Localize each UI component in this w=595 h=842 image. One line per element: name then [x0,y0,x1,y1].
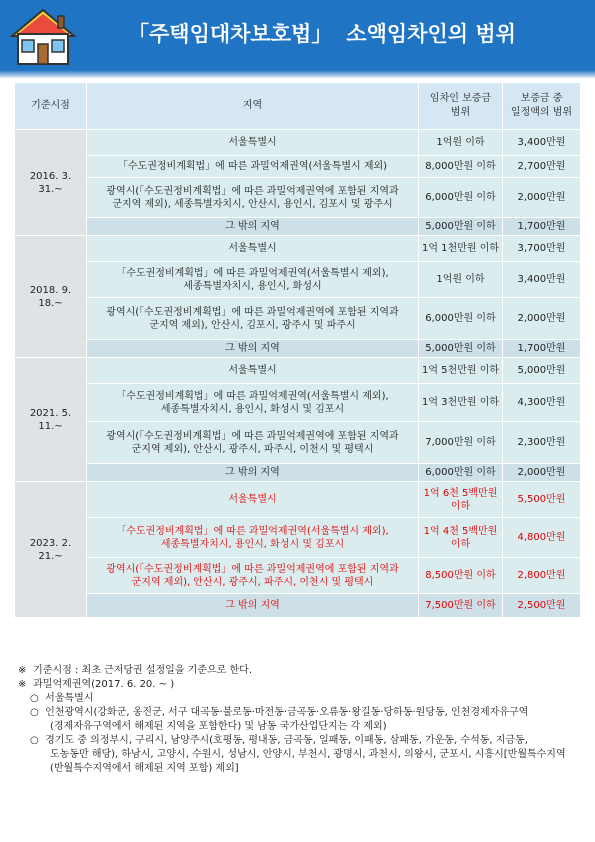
table-row [15,130,581,156]
note-text: 기준시점 : 최초 근저당권 설정일을 기준으로 한다. [30,665,252,676]
region-cell: 서울특별시 [87,130,419,156]
region-cell: 그 밖의 지역 [87,594,419,618]
deposit-cell: 1억원 이하 [419,262,503,298]
region-cell: 「수도권정비계획법」에 따른 과밀억제권역(서울특별시 제외), 세종특별자치시, 용인시, 화성시 및 김포시 [87,384,419,422]
note-line [18,734,583,748]
header-deposit: 임차인 보증금 범위 [419,83,503,130]
amount-cell: 2,800만원 [503,558,581,594]
table-row [15,262,581,298]
amount-cell: 3,400만원 [503,262,581,298]
deposit-cell: 5,000만원 이하 [419,218,503,236]
amount-cell: 5,500만원 [503,482,581,518]
table-row [15,236,581,262]
amount-cell: 2,500만원 [503,594,581,618]
table-row [15,218,581,236]
bullet-circle-icon: ○ [30,735,39,746]
table-row [15,384,581,422]
region-cell: 그 밖의 지역 [87,340,419,358]
bullet-circle-icon: ○ [30,693,39,704]
header-banner [0,0,595,70]
header-gradient [0,70,595,78]
table-row [15,340,581,358]
note-line [18,762,583,776]
region-cell: 그 밖의 지역 [87,464,419,482]
deposit-range-table [14,82,581,618]
header-region: 지역 [87,83,419,130]
region-cell: 서울특별시 [87,358,419,384]
table-row [15,358,581,384]
header-amount: 보증금 중 일정액의 범위 [503,83,581,130]
title-part2: 소액임차인의 범위 [346,22,516,46]
region-cell: 광역시(「수도권정비계획법」에 따른 과밀억제권역에 포함된 지역과 군지역 제외), 안산시, 광주시, 파주시, 이천시 및 평택시 [87,422,419,464]
table-row [15,518,581,558]
reference-mark-icon: ※ [18,665,27,676]
region-cell: 서울특별시 [87,482,419,518]
deposit-cell: 6,000만원 이하 [419,178,503,218]
region-cell: 광역시(「수도권정비계획법」에 따른 과밀억제권역에 포함된 지역과 군지역 제외), 세종특별자치시, 안산시, 용인시, 김포시 및 광주시 [87,178,419,218]
amount-cell: 4,800만원 [503,518,581,558]
deposit-cell: 1억원 이하 [419,130,503,156]
region-cell: 「수도권정비계획법」에 따른 과밀억제권역(서울특별시 제외) [87,156,419,178]
date-cell: 2021. 5. 11.~ [15,358,87,482]
amount-cell: 2,000만원 [503,178,581,218]
table-row [15,298,581,340]
note-line [18,678,583,692]
note-line [18,748,583,762]
deposit-cell: 6,000만원 이하 [419,298,503,340]
region-cell: 「수도권정비계획법」에 따른 과밀억제권역(서울특별시 제외), 세종특별자치시, 용인시, 화성시 [87,262,419,298]
page-title [128,14,588,54]
amount-cell: 2,700만원 [503,156,581,178]
region-cell: 「수도권정비계획법」에 따른 과밀억제권역(서울특별시 제외), 세종특별자치시, 용인시, 화성시 및 김포시 [87,518,419,558]
note-text: 도농동만 해당), 하남시, 고양시, 수원시, 성남시, 안양시, 부천시, 광명시, 과천시, 의왕시, 군포시, 시흥시[반월특수지역 [50,749,566,760]
table-body [15,130,581,618]
header-date: 기준시점 [15,83,87,130]
amount-cell: 1,700만원 [503,218,581,236]
note-text: (반월특수지역에서 해제된 지역 포함) 제외] [50,763,239,774]
table-row [15,558,581,594]
table-row [15,422,581,464]
region-cell: 그 밖의 지역 [87,218,419,236]
reference-mark-icon: ※ [18,679,27,690]
deposit-cell: 1억 3천만원 이하 [419,384,503,422]
amount-cell: 3,400만원 [503,130,581,156]
date-cell: 2018. 9. 18.~ [15,236,87,358]
amount-cell: 1,700만원 [503,340,581,358]
table-row [15,594,581,618]
deposit-cell: 8,000만원 이하 [419,156,503,178]
note-text: 경기도 중 의정부시, 구리시, 남양주시(호평동, 평내동, 금곡동, 일패동, 이패동, 삼패동, 가운동, 수석동, 지금동, [42,735,528,746]
deposit-cell: 7,500만원 이하 [419,594,503,618]
table-row [15,482,581,518]
amount-cell: 3,700만원 [503,236,581,262]
note-text: (경제자유구역에서 해제된 지역을 포함한다) 및 남동 국가산업단지는 각 제외) [50,721,387,732]
house-icon [8,6,78,68]
note-text: 과밀억제권역(2017. 6. 20. ~ ) [30,679,175,690]
table-header-row [15,83,581,130]
amount-cell: 5,000만원 [503,358,581,384]
deposit-cell: 1억 6천 5백만원 이하 [419,482,503,518]
deposit-cell: 7,000만원 이하 [419,422,503,464]
date-cell: 2023. 2. 21.~ [15,482,87,618]
deposit-cell: 1억 4천 5백만원 이하 [419,518,503,558]
region-cell: 광역시(「수도권정비계획법」에 따른 과밀억제권역에 포함된 지역과 군지역 제외), 안산시, 광주시, 파주시, 이천시 및 평택시 [87,558,419,594]
deposit-cell: 5,000만원 이하 [419,340,503,358]
date-cell: 2016. 3. 31.~ [15,130,87,236]
note-line [18,692,583,706]
table-row [15,464,581,482]
table-row [15,178,581,218]
deposit-cell: 1억 5천만원 이하 [419,358,503,384]
amount-cell: 2,300만원 [503,422,581,464]
deposit-cell: 8,500만원 이하 [419,558,503,594]
region-cell: 광역시(「수도권정비계획법」에 따른 과밀억제권역에 포함된 지역과 군지역 제외), 안산시, 김포시, 광주시 및 파주시 [87,298,419,340]
amount-cell: 2,000만원 [503,298,581,340]
table-row [15,156,581,178]
footnotes [18,664,583,776]
note-line [18,706,583,720]
region-cell: 서울특별시 [87,236,419,262]
amount-cell: 4,300만원 [503,384,581,422]
amount-cell: 2,000만원 [503,464,581,482]
note-line [18,664,583,678]
deposit-cell: 6,000만원 이하 [419,464,503,482]
bullet-circle-icon: ○ [30,707,39,718]
note-text: 인천광역시(강화군, 옹진군, 서구 대곡동·불로동·마전동·금곡동·오류동·왕길동·당하동·원당동, 인천경제자유구역 [42,707,529,718]
title-part1: 「주택임대차보호법」 [128,22,333,46]
note-line [18,720,583,734]
deposit-cell: 1억 1천만원 이하 [419,236,503,262]
note-text: 서울특별시 [42,693,94,704]
